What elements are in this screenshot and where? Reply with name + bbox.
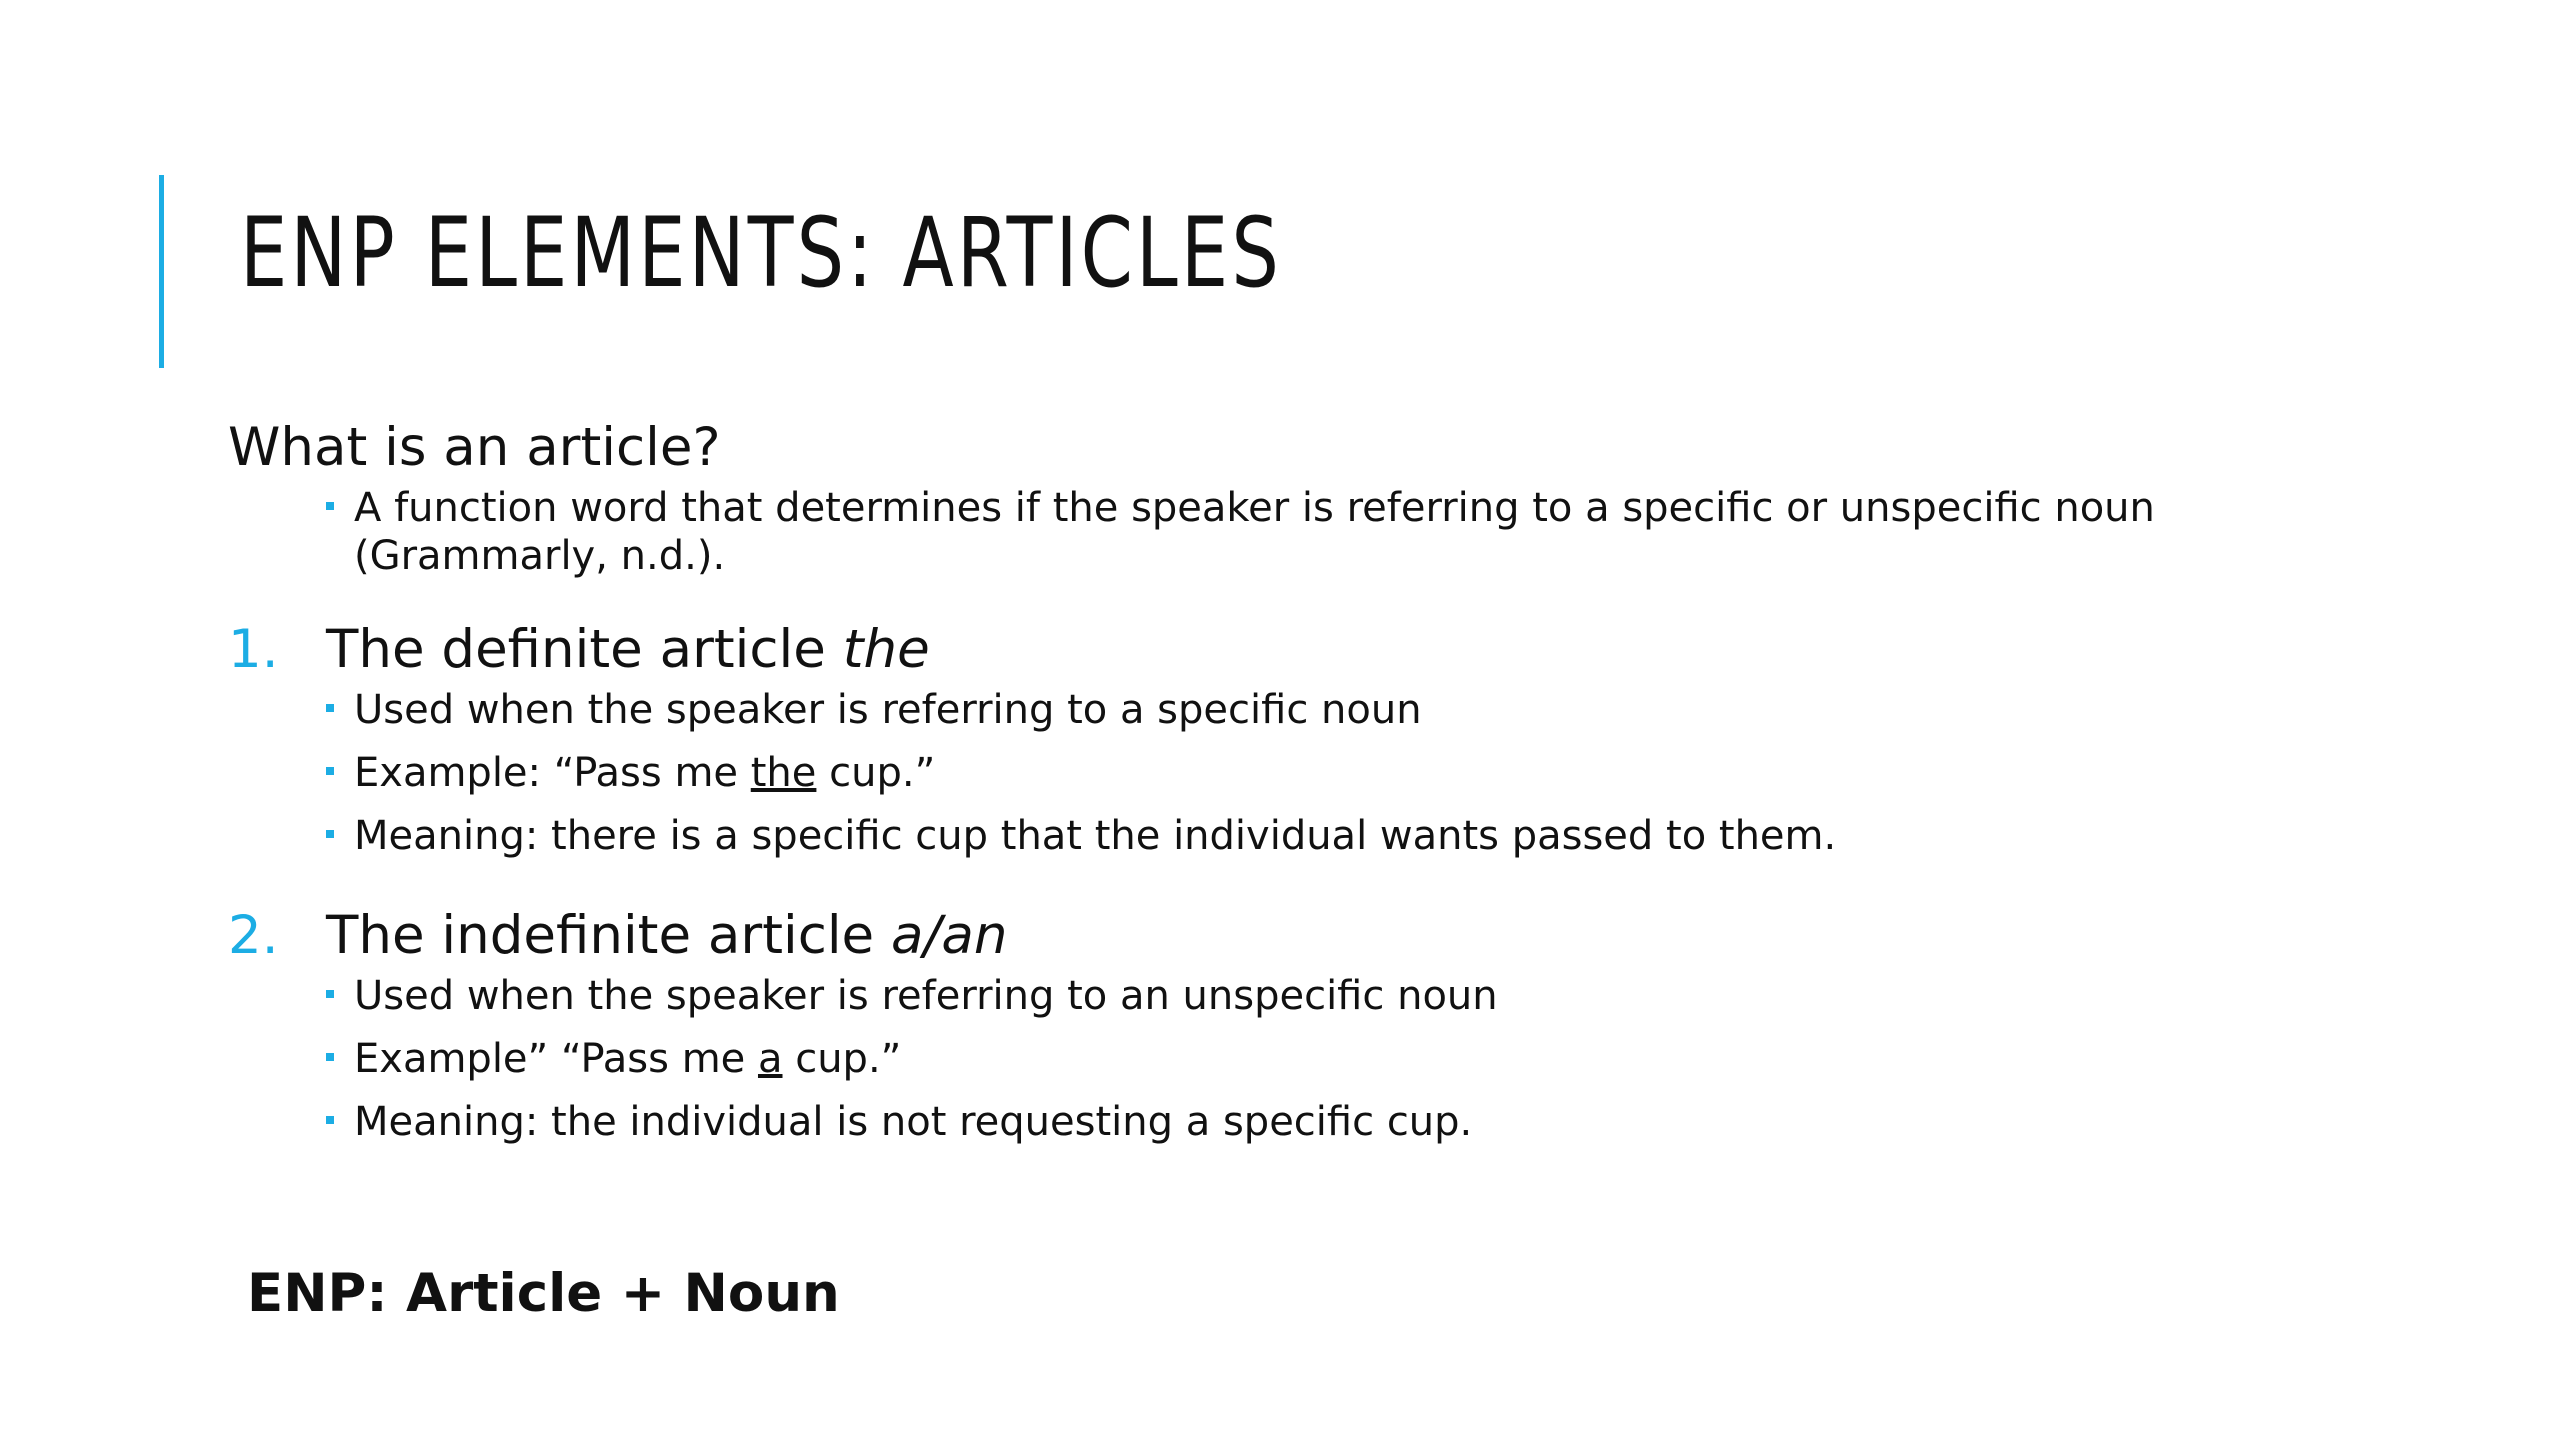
square-bullet-icon [326,767,334,775]
square-bullet-icon [326,502,334,510]
heading-italic: the [842,619,930,680]
bullet-text: Meaning: there is a specific cup that the individual wants passed to them. [354,813,1837,859]
intro-bullets [228,484,2228,580]
heading-text: The definite article [326,619,843,680]
definite-article-heading [228,614,2228,686]
definite-article-group [228,614,2228,860]
example-post: cup.” [782,1036,902,1082]
list-number: 2. [228,905,279,966]
indefinite-bullet-meaning [228,1098,2228,1146]
definite-bullet-example [228,749,2228,797]
indefinite-article-heading [228,900,2228,972]
definite-bullet-usage [228,686,2228,734]
square-bullet-icon [326,704,334,712]
square-bullet-icon [326,1053,334,1061]
title-accent-bar [159,175,164,368]
bullet-text: Meaning: the individual is not requesting a specific cup. [354,1099,1473,1145]
example-underlined-word: a [757,1036,783,1082]
bullet-text: Used when the speaker is referring to an unspecific noun [354,973,1498,1019]
intro-bullet-citation: (Grammarly, n.d.). [354,533,726,579]
example-post: cup.” [816,750,936,796]
indefinite-article-group [228,900,2228,1146]
slide-title: ENP ELEMENTS: ARTICLES [240,197,1282,309]
square-bullet-icon [326,990,334,998]
slide-body [228,412,2228,1146]
heading-text: The indefinite article [326,905,892,966]
footer-formula: ENP: Article + Noun [247,1263,840,1324]
list-number: 1. [228,619,279,680]
intro-heading: What is an article? [228,417,721,478]
intro-bullet [228,484,2228,580]
example-underlined-word: the [750,750,817,796]
example-pre: Example: “Pass me [354,750,751,796]
bullet-text: Used when the speaker is referring to a specific noun [354,687,1422,733]
intro-bullet-text: A function word that determines if the speaker is referring to a specific or unspecific noun [354,485,2155,531]
indefinite-bullet-usage [228,972,2228,1020]
heading-italic: a/an [891,905,1008,966]
square-bullet-icon [326,1116,334,1124]
square-bullet-icon [326,830,334,838]
indefinite-bullet-example [228,1035,2228,1083]
example-pre: Example” “Pass me [354,1036,758,1082]
definite-bullet-meaning [228,812,2228,860]
